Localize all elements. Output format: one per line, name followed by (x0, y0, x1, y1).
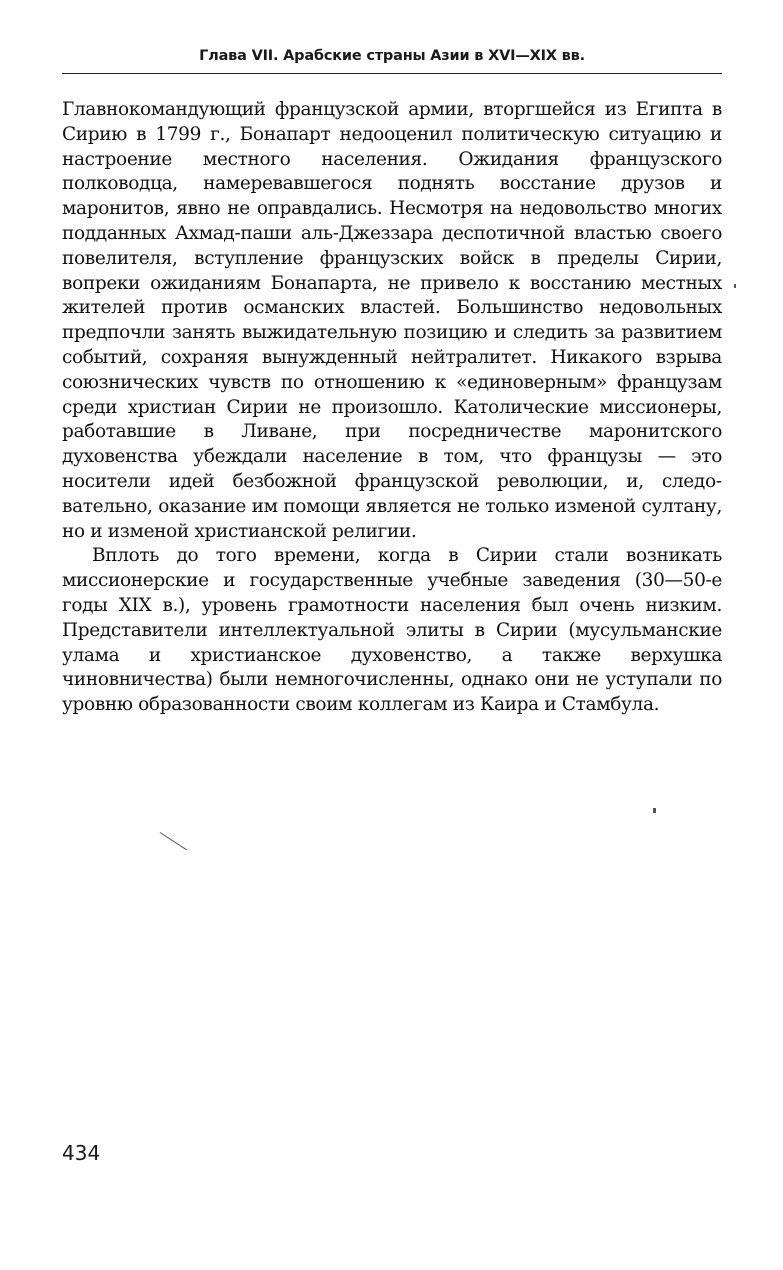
scan-mark (160, 832, 187, 850)
body-text (62, 98, 722, 718)
scan-dot (653, 808, 656, 813)
paragraph-2: Вплоть до того времени, когда в Сирии стали возникать миссионерские и государственные учебные заведения (30—50-е годы XIX в.), уровень грамотности населения был очень низким. Представители интеллектуальной элиты в Сирии (мусульманские улама и христианское духовенство, а также верхушка чиновничества) были немногочисленны, однако они не уступали по уровню образованности своим коллегам из Каира и Стамбула. (62, 545, 722, 716)
header-rule (62, 73, 722, 74)
paragraph-1: Главнокомандующий французской армии, вторгшейся из Египта в Сирию в 1799 г., Бонапарт недооценил политическую ситуацию и настроение местного населения. Ожидания французского полководца, намеревавшегося поднять восстание друзов и маронитов, явно не оправдались. Несмотря на недовольство многих подданных Ахмад-паши аль-Джеззара деспотичной властью своего повелителя, вступление французских войск в пределы Сирии, вопреки ожиданиям Бонапарта, не привело к восстанию местных жителей против османских властей. Большинство недовольных предпочли занять выжидательную позицию и следить за развитием событий, сохраняя вынужденный нейтралитет. Никакого взрыва союзнических чувств по отношению к «единоверным» французам среди христиан Сирии не произошло. Католические миссионеры, работавшие в Ливане, при посредничестве маронитского духовенства убеждали население в том, что французы — это носители идей безбожной французской революции, и, следовательно, оказание им помощи является не только изменой султану, но и изменой христианской религии. (62, 99, 722, 542)
running-header: Глава VII. Арабские страны Азии в XVI—XIX вв. (199, 48, 585, 64)
page-number: 434 (62, 1141, 101, 1165)
scan-dot (734, 284, 736, 288)
